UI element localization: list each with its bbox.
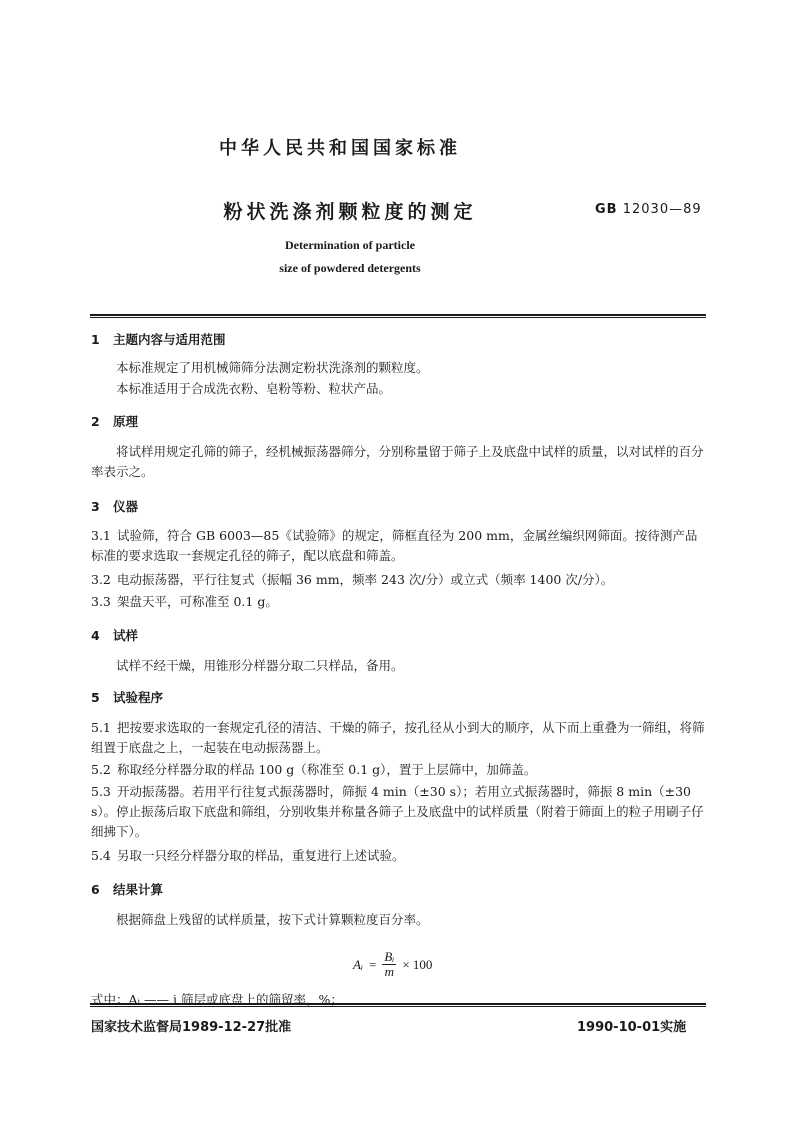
- section-title: 主题内容与适用范围: [113, 332, 226, 347]
- section-number: 5: [91, 690, 100, 705]
- section-title: 结果计算: [113, 882, 164, 897]
- standard-code: [595, 202, 702, 217]
- item-text: 架盘天平，可称准至 0.1 g。: [117, 594, 278, 609]
- section-title: 仪器: [113, 499, 139, 514]
- item-text: 试验筛，符合 GB 6003—85《试验筛》的规定，筛框直径为 200 mm，金属丝编织网筛面。按待测产品标准的要求选取一套规定孔径的筛子，配以底盘和筛盖。: [91, 528, 698, 563]
- document-title: 粉状洗涤剂颗粒度的测定: [223, 201, 477, 223]
- section-6-paragraph-1: 根据筛盘上残留的试样质量，按下式计算颗粒度百分率。: [116, 912, 429, 927]
- section-1-paragraph-1: 本标准规定了用机械筛筛分法测定粉状洗涤剂的颗粒度。: [116, 360, 429, 375]
- section-3-item-3: [91, 592, 707, 612]
- english-title-line1: Determination of particle: [285, 238, 415, 252]
- top-rule: [90, 314, 706, 316]
- section-number: 2: [91, 414, 100, 429]
- formula-where-clause: 式中：Aᵢ —— i 筛层或底盘上的筛留率，%；: [91, 992, 343, 1007]
- section-number: 4: [91, 628, 100, 643]
- standard-code-number: 12030—89: [622, 202, 702, 217]
- item-number: 3.1: [91, 528, 111, 543]
- formula-numerator: Bᵢ: [384, 949, 395, 964]
- formula-rhs: × 100: [402, 956, 433, 972]
- section-1-paragraph-2: 本标准适用于合成洗衣粉、皂粉等粉、粒状产品。: [116, 381, 392, 396]
- section-title: 试样: [113, 628, 139, 643]
- item-text: 电动振荡器，平行往复式（振幅 36 mm，频率 243 次/分）或立式（频率 1400 次/分）。: [117, 572, 614, 587]
- item-number: 5.2: [91, 762, 111, 777]
- english-title-line2: size of powdered detergents: [279, 261, 421, 275]
- bottom-rule-thin: [90, 1006, 706, 1007]
- section-5-item-3: [91, 782, 707, 842]
- formula-denominator: m: [384, 964, 395, 979]
- item-text: 另取一只经分样器分取的样品，重复进行上述试验。: [117, 848, 405, 863]
- bottom-rule: [90, 1003, 706, 1005]
- item-text: 把按要求选取的一套规定孔径的清洁、干燥的筛子，按孔径从小到大的顺序，从下而上重叠为一筛组，将筛组置于底盘之上，一起装在电动振荡器上。: [91, 720, 705, 755]
- section-title: 试验程序: [113, 690, 164, 705]
- item-text: 称取经分样器分取的样品 100 g（称准至 0.1 g），置于上层筛中，加筛盖。: [117, 762, 537, 777]
- item-number: 5.4: [91, 848, 111, 863]
- section-title: 原理: [113, 414, 139, 429]
- item-number: 5.3: [91, 784, 111, 799]
- section-number: 6: [91, 882, 100, 897]
- section-5-item-4: [91, 846, 707, 866]
- item-number: 3.3: [91, 594, 111, 609]
- section-1-heading: [91, 330, 226, 348]
- section-3-heading: [91, 497, 138, 515]
- section-number: 3: [91, 499, 100, 514]
- section-4-heading: [91, 626, 138, 644]
- section-3-item-2: [91, 570, 707, 590]
- item-number: 5.1: [91, 720, 111, 735]
- section-2-paragraph-1: 将试样用规定孔筛的筛子，经机械振荡器筛分，分别称量留于筛子上及底盘中试样的质量，以对试样的百分率表示之。: [91, 444, 704, 479]
- section-number: 1: [91, 332, 100, 347]
- section-6-heading: [91, 880, 163, 898]
- implementation-date: 1990-10-01实施: [577, 1020, 687, 1035]
- section-5-item-2: [91, 760, 707, 780]
- standard-code-prefix: GB: [595, 202, 618, 217]
- section-4-paragraph-1: 试样不经干燥，用锥形分样器分取二只样品，备用。: [116, 658, 404, 673]
- formula-fraction: [382, 950, 396, 979]
- section-2-heading: [91, 412, 138, 430]
- section-5-item-1: [91, 718, 707, 758]
- formula-lhs: Aᵢ: [353, 956, 363, 972]
- formula-equals: =: [369, 956, 377, 972]
- item-text: 开动振荡器。若用平行往复式振荡器时，筛振 4 min（±30 s）；若用立式振荡器时，筛振 8 min（±30 s）。停止振荡后取下底盘和筛组，分别收集并称量各筛子上及底盘中的试样质量（附着于筛面上的粒子用刷子仔细拂下）。: [91, 784, 704, 839]
- section-5-heading: [91, 688, 163, 706]
- english-title: [0, 234, 700, 280]
- top-rule-thin: [90, 317, 706, 318]
- percentage-formula: [353, 950, 432, 979]
- approval-info: 国家技术监督局1989-12-27批准: [91, 1020, 292, 1035]
- section-3-item-1: [91, 526, 707, 566]
- national-standard-heading: 中华人民共和国国家标准: [219, 138, 461, 159]
- item-number: 3.2: [91, 572, 111, 587]
